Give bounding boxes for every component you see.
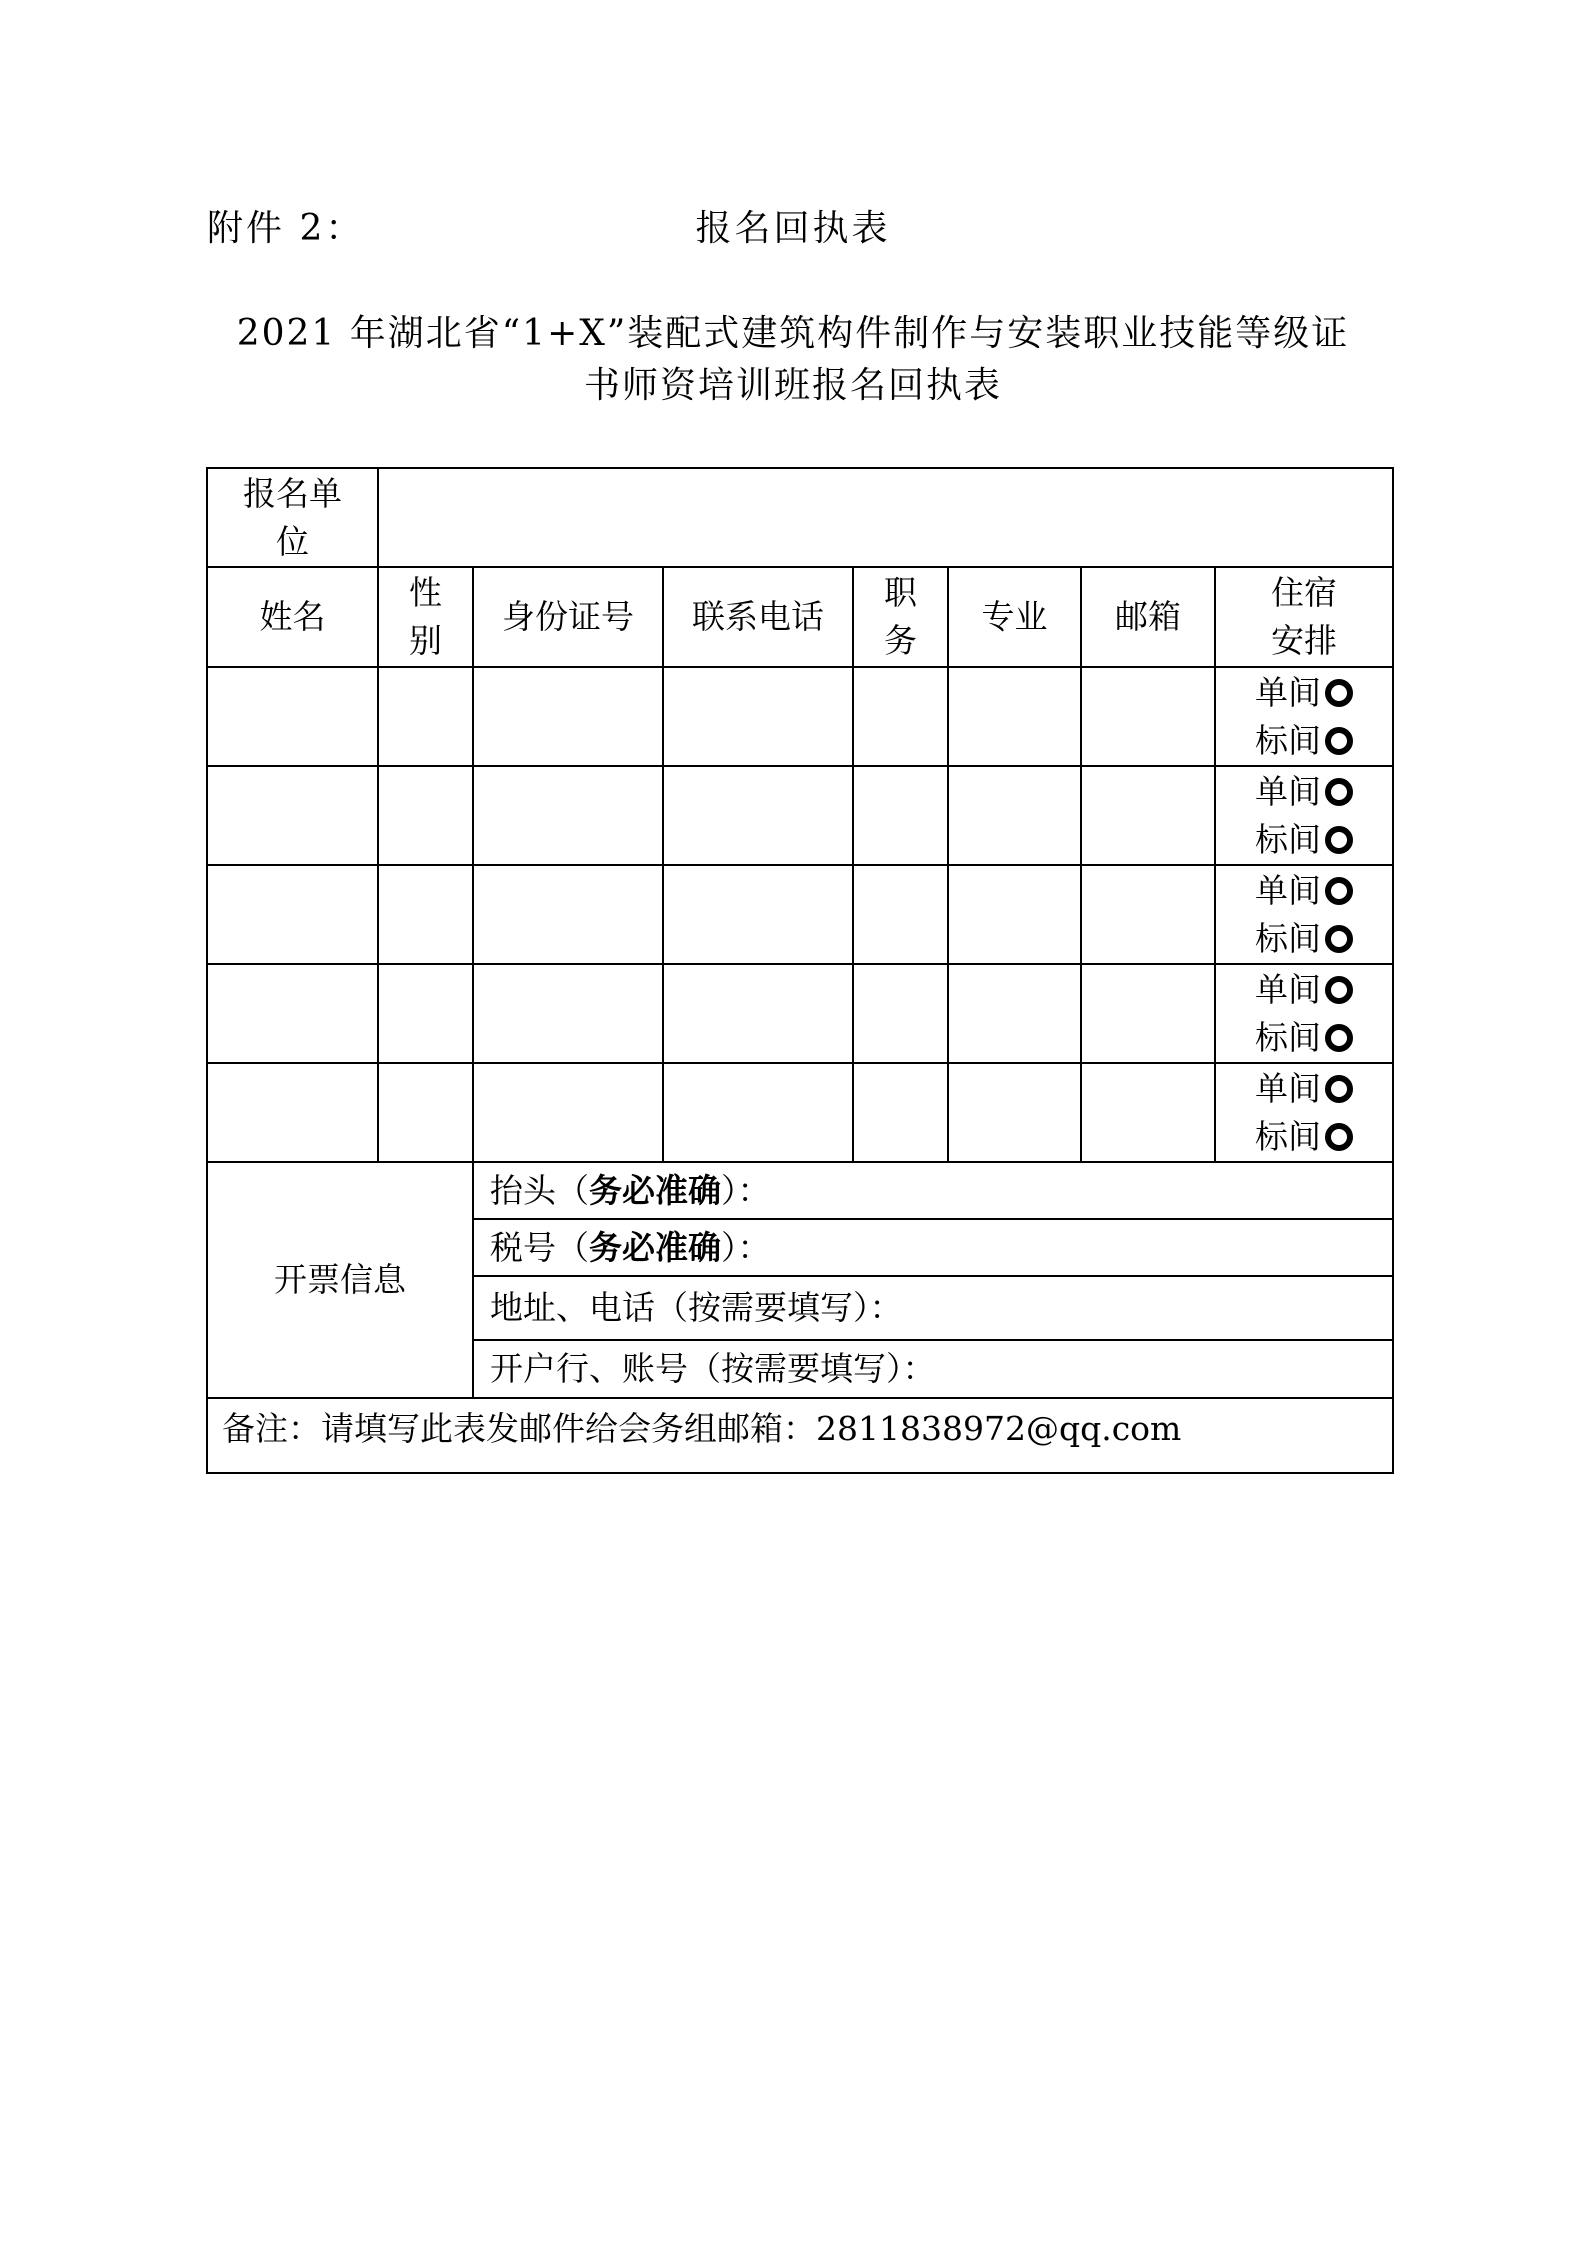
lodging-cell: [1215, 766, 1393, 865]
phone-cell[interactable]: [663, 667, 853, 766]
major-cell[interactable]: [948, 865, 1081, 964]
lodging-option-standard[interactable]: 标间: [1216, 1113, 1392, 1161]
gender-cell[interactable]: [378, 1063, 473, 1162]
id-number-cell[interactable]: [473, 667, 663, 766]
phone-cell[interactable]: [663, 1063, 853, 1162]
header-row: [207, 567, 1393, 667]
gender-cell[interactable]: [378, 865, 473, 964]
lodging-option-standard[interactable]: 标间: [1216, 915, 1392, 963]
subtitle-line-2: 书师资培训班报名回执表: [583, 365, 1002, 406]
email-cell[interactable]: [1081, 1063, 1215, 1162]
emphasis-text: 务必准确: [589, 1227, 721, 1267]
emphasis-text: 务必准确: [589, 1170, 721, 1210]
document-title: 报名回执表: [695, 208, 891, 249]
gender-cell[interactable]: [378, 964, 473, 1063]
phone-cell[interactable]: [663, 766, 853, 865]
radio-icon[interactable]: [1325, 826, 1353, 854]
lodging-option-standard[interactable]: 标间: [1216, 1014, 1392, 1062]
col-header-lodging: [1215, 567, 1393, 667]
id-number-cell[interactable]: [473, 865, 663, 964]
radio-icon[interactable]: [1325, 925, 1353, 953]
annex-label: 附件 2：: [207, 208, 365, 249]
email-cell[interactable]: [1081, 865, 1215, 964]
position-cell[interactable]: [853, 865, 948, 964]
col-header-gender: [378, 567, 473, 667]
registration-form-table: [206, 467, 1394, 1474]
email-cell[interactable]: [1081, 667, 1215, 766]
name-cell[interactable]: [207, 865, 378, 964]
lodging-cell: [1215, 1063, 1393, 1162]
name-cell[interactable]: [207, 766, 378, 865]
lodging-line-2: 安排: [1271, 621, 1338, 660]
major-cell[interactable]: [948, 667, 1081, 766]
table-row: [207, 964, 1393, 1063]
table-row: [207, 865, 1393, 964]
col-header-name: 姓名: [207, 567, 378, 667]
lodging-option-single[interactable]: 单间: [1216, 768, 1392, 816]
remark-text: 备注：请填写此表发邮件给会务组邮箱：2811838972@qq.com: [207, 1398, 1393, 1473]
radio-icon[interactable]: [1325, 727, 1353, 755]
name-cell[interactable]: [207, 667, 378, 766]
position-cell[interactable]: [853, 964, 948, 1063]
name-cell[interactable]: [207, 1063, 378, 1162]
remark-row: [207, 1398, 1393, 1473]
document-subtitle: [150, 308, 1436, 412]
invoice-address-field[interactable]: 地址、电话（按需要填写）：: [473, 1276, 1393, 1340]
position-line-1: 职: [884, 573, 917, 612]
id-number-cell[interactable]: [473, 766, 663, 865]
lodging-option-single[interactable]: 单间: [1216, 966, 1392, 1014]
col-header-email: 邮箱: [1081, 567, 1215, 667]
invoice-tax-field[interactable]: 税号（务必准确）：: [473, 1219, 1393, 1276]
unit-label-line-2: 位: [276, 521, 309, 561]
phone-cell[interactable]: [663, 865, 853, 964]
position-cell[interactable]: [853, 766, 948, 865]
lodging-cell: [1215, 964, 1393, 1063]
gender-line-2: 别: [409, 621, 442, 660]
radio-icon[interactable]: [1325, 1123, 1353, 1151]
lodging-cell: [1215, 865, 1393, 964]
gender-cell[interactable]: [378, 667, 473, 766]
lodging-cell: [1215, 667, 1393, 766]
gender-cell[interactable]: [378, 766, 473, 865]
invoice-label-cell: 开票信息: [207, 1162, 473, 1398]
major-cell[interactable]: [948, 964, 1081, 1063]
radio-icon[interactable]: [1325, 679, 1353, 707]
col-header-major: 专业: [948, 567, 1081, 667]
unit-label-cell: [207, 468, 378, 567]
subtitle-line-1: 2021 年湖北省“1+X”装配式建筑构件制作与安装职业技能等级证: [236, 313, 1350, 354]
radio-icon[interactable]: [1325, 1024, 1353, 1052]
position-cell[interactable]: [853, 1063, 948, 1162]
name-cell[interactable]: [207, 964, 378, 1063]
unit-row: [207, 468, 1393, 567]
email-cell[interactable]: [1081, 964, 1215, 1063]
invoice-title-row: [207, 1162, 1393, 1219]
id-number-cell[interactable]: [473, 964, 663, 1063]
email-cell[interactable]: [1081, 766, 1215, 865]
lodging-option-standard[interactable]: 标间: [1216, 816, 1392, 864]
unit-input-cell[interactable]: [378, 468, 1393, 567]
table-row: [207, 667, 1393, 766]
radio-icon[interactable]: [1325, 976, 1353, 1004]
position-line-2: 务: [884, 621, 917, 660]
gender-line-1: 性: [409, 573, 442, 612]
major-cell[interactable]: [948, 766, 1081, 865]
major-cell[interactable]: [948, 1063, 1081, 1162]
col-header-phone: 联系电话: [663, 567, 853, 667]
lodging-option-single[interactable]: 单间: [1216, 669, 1392, 717]
col-header-id-number: 身份证号: [473, 567, 663, 667]
position-cell[interactable]: [853, 667, 948, 766]
lodging-option-single[interactable]: 单间: [1216, 1065, 1392, 1113]
radio-icon[interactable]: [1325, 877, 1353, 905]
invoice-title-field[interactable]: 抬头（务必准确）：: [473, 1162, 1393, 1219]
phone-cell[interactable]: [663, 964, 853, 1063]
radio-icon[interactable]: [1325, 778, 1353, 806]
lodging-option-single[interactable]: 单间: [1216, 867, 1392, 915]
table-row: [207, 1063, 1393, 1162]
id-number-cell[interactable]: [473, 1063, 663, 1162]
lodging-option-standard[interactable]: 标间: [1216, 717, 1392, 765]
radio-icon[interactable]: [1325, 1075, 1353, 1103]
table-row: [207, 766, 1393, 865]
lodging-line-1: 住宿: [1271, 573, 1338, 612]
invoice-bank-field[interactable]: 开户行、账号（按需要填写）：: [473, 1340, 1393, 1398]
unit-label-line-1: 报名单: [243, 473, 342, 513]
col-header-position: [853, 567, 948, 667]
